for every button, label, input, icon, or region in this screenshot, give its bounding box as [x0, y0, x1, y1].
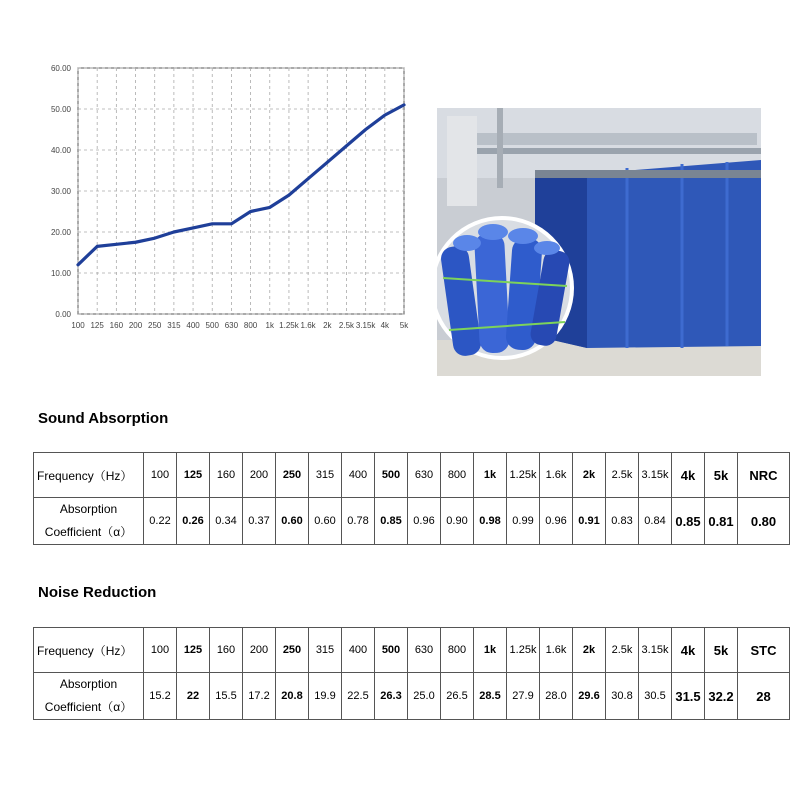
y-tick-label: 50.00 — [50, 105, 71, 114]
y-tick-label: 30.00 — [50, 187, 71, 196]
frequency-cell: 315 — [309, 453, 342, 498]
x-tick-label: 1k — [265, 321, 274, 330]
value-cell: 28.0 — [540, 673, 573, 720]
frequency-cell: 800 — [441, 453, 474, 498]
frequency-cell: 5k — [705, 453, 738, 498]
absorption-label-line-2: Coefficient（α） — [44, 700, 133, 714]
value-cell: 15.2 — [144, 673, 177, 720]
data-point — [135, 241, 137, 243]
value-cell: 20.8 — [276, 673, 309, 720]
frequency-cell: 1.25k — [507, 628, 540, 673]
value-cell: 0.60 — [276, 498, 309, 545]
frequency-cell: 630 — [408, 628, 441, 673]
data-point — [403, 104, 405, 106]
value-cell: 0.22 — [144, 498, 177, 545]
data-point — [346, 145, 348, 147]
frequency-cell: STC — [738, 628, 790, 673]
value-cell: 0.78 — [342, 498, 375, 545]
x-tick-label: 800 — [243, 321, 258, 330]
frequency-cell: 1.6k — [540, 453, 573, 498]
data-point — [211, 223, 213, 225]
y-tick-label: 10.00 — [50, 269, 71, 278]
value-cell: 0.99 — [507, 498, 540, 545]
y-tick-label: 20.00 — [50, 228, 71, 237]
x-tick-label: 100 — [71, 321, 85, 330]
data-point — [326, 162, 328, 164]
frequency-cell: 2.5k — [606, 628, 639, 673]
value-cell: 32.2 — [705, 673, 738, 720]
frequency-cell: 250 — [276, 453, 309, 498]
noise-reduction-table — [33, 627, 790, 720]
value-cell: 0.84 — [639, 498, 672, 545]
value-cell: 30.8 — [606, 673, 639, 720]
value-cell: 19.9 — [309, 673, 342, 720]
data-point — [231, 223, 233, 225]
frequency-row — [34, 453, 790, 498]
frequency-cell: 100 — [144, 453, 177, 498]
value-cell: 0.60 — [309, 498, 342, 545]
acoustic-curtain-photo — [437, 108, 761, 376]
frequency-cell: 800 — [441, 628, 474, 673]
frequency-cell: 1k — [474, 453, 507, 498]
frequency-row — [34, 628, 790, 673]
data-point — [77, 264, 79, 266]
absorption-label-line-1: Absorption — [59, 677, 118, 691]
data-point — [384, 114, 386, 116]
data-point — [96, 246, 98, 248]
x-tick-label: 125 — [90, 321, 104, 330]
value-cell: 0.91 — [573, 498, 606, 545]
value-cell: 26.5 — [441, 673, 474, 720]
y-tick-label: 40.00 — [50, 146, 71, 155]
x-tick-labels — [71, 321, 409, 330]
frequency-cell: 4k — [672, 628, 705, 673]
value-cell: 0.90 — [441, 498, 474, 545]
noise-reduction-title: Noise Reduction — [38, 584, 157, 601]
frequency-cell: 2k — [573, 453, 606, 498]
frequency-cell: 125 — [177, 453, 210, 498]
value-cell: 22 — [177, 673, 210, 720]
x-tick-label: 3.15k — [355, 321, 376, 330]
value-cell: 0.26 — [177, 498, 210, 545]
data-point — [307, 178, 309, 180]
value-cell: 0.34 — [210, 498, 243, 545]
value-cell: 0.37 — [243, 498, 276, 545]
data-point — [154, 237, 156, 239]
value-cell: 0.96 — [540, 498, 573, 545]
value-cell: 15.5 — [210, 673, 243, 720]
frequency-header: Frequency（Hz） — [34, 453, 144, 498]
frequency-cell: 200 — [243, 628, 276, 673]
frequency-cell: 1.25k — [507, 453, 540, 498]
x-tick-label: 250 — [148, 321, 162, 330]
absorption-label-line-2: Coefficient（α） — [44, 525, 133, 539]
x-tick-label: 200 — [128, 321, 143, 330]
absorption-row — [34, 673, 790, 720]
frequency-cell: 400 — [342, 453, 375, 498]
value-cell: 0.96 — [408, 498, 441, 545]
value-cell: 25.0 — [408, 673, 441, 720]
x-tick-label: 315 — [167, 321, 181, 330]
frequency-cell: 100 — [144, 628, 177, 673]
value-cell: 0.83 — [606, 498, 639, 545]
data-point — [365, 129, 367, 131]
value-cell: 17.2 — [243, 673, 276, 720]
frequency-cell: 1.6k — [540, 628, 573, 673]
value-cell: 28 — [738, 673, 790, 720]
value-cell: 27.9 — [507, 673, 540, 720]
absorption-label-line-1: Absorption — [59, 502, 118, 516]
value-cell: 31.5 — [672, 673, 705, 720]
frequency-cell: 315 — [309, 628, 342, 673]
absorption-line-chart — [30, 55, 420, 340]
absorption-header — [34, 498, 144, 545]
x-tick-label: 500 — [205, 321, 219, 330]
frequency-cell: 125 — [177, 628, 210, 673]
sound-absorption-title: Sound Absorption — [38, 410, 169, 427]
frequency-cell: 500 — [375, 453, 408, 498]
frequency-cell: 500 — [375, 628, 408, 673]
chart-grid — [78, 68, 404, 314]
value-cell: 0.81 — [705, 498, 738, 545]
x-tick-label: 2.5k — [338, 321, 355, 330]
value-cell: 0.80 — [738, 498, 790, 545]
x-tick-label: 400 — [186, 321, 200, 330]
y-tick-label: 0.00 — [55, 310, 71, 319]
frequency-cell: 250 — [276, 628, 309, 673]
frequency-cell: 5k — [705, 628, 738, 673]
frequency-cell: 4k — [672, 453, 705, 498]
data-point — [173, 231, 175, 233]
y-tick-label: 60.00 — [50, 64, 71, 73]
value-cell: 22.5 — [342, 673, 375, 720]
frequency-cell: 630 — [408, 453, 441, 498]
x-tick-label: 5k — [399, 321, 409, 330]
x-tick-label: 1.6k — [300, 321, 316, 330]
series-line — [78, 105, 404, 265]
frequency-cell: 2.5k — [606, 453, 639, 498]
sound-absorption-table — [33, 452, 790, 545]
data-point — [250, 211, 252, 213]
x-tick-label: 160 — [109, 321, 124, 330]
chart-series — [77, 104, 405, 266]
data-point — [269, 207, 271, 209]
frequency-cell: 1k — [474, 628, 507, 673]
frequency-cell: 200 — [243, 453, 276, 498]
absorption-row — [34, 498, 790, 545]
x-tick-label: 630 — [224, 321, 239, 330]
x-tick-label: 1.25k — [279, 321, 299, 330]
value-cell: 0.98 — [474, 498, 507, 545]
data-point — [192, 227, 194, 229]
frequency-cell: 3.15k — [639, 453, 672, 498]
y-tick-labels — [51, 64, 72, 319]
x-tick-label: 2k — [323, 321, 332, 330]
value-cell: 26.3 — [375, 673, 408, 720]
frequency-cell: 160 — [210, 453, 243, 498]
value-cell: 28.5 — [474, 673, 507, 720]
data-point — [288, 194, 290, 196]
frequency-cell: 3.15k — [639, 628, 672, 673]
frequency-cell: 400 — [342, 628, 375, 673]
value-cell: 0.85 — [375, 498, 408, 545]
value-cell: 30.5 — [639, 673, 672, 720]
frequency-cell: 2k — [573, 628, 606, 673]
data-point — [116, 244, 118, 246]
value-cell: 0.85 — [672, 498, 705, 545]
value-cell: 29.6 — [573, 673, 606, 720]
absorption-header — [34, 673, 144, 720]
frequency-cell: 160 — [210, 628, 243, 673]
x-tick-label: 4k — [380, 321, 390, 330]
frequency-header: Frequency（Hz） — [34, 628, 144, 673]
frequency-cell: NRC — [738, 453, 790, 498]
